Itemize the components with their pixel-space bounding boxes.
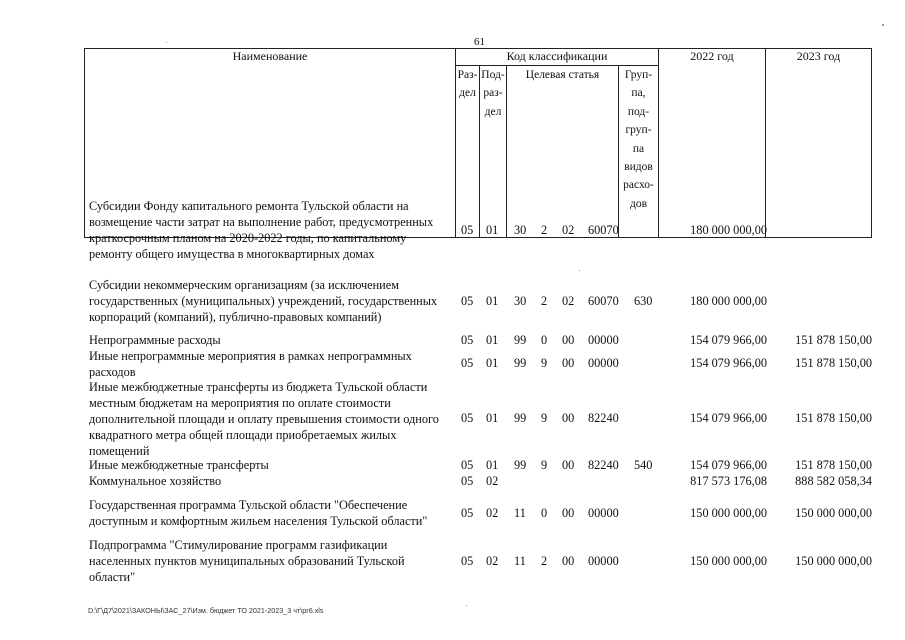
- header-group-line: под-: [627, 105, 650, 118]
- header-2022-cell: [659, 49, 766, 238]
- cell-target-3: 02: [562, 294, 575, 308]
- row-name-line: Государственная программа Тульской области "Обеспечение: [89, 498, 408, 512]
- table-row-name: [89, 537, 449, 585]
- row-name-line: области": [89, 570, 136, 584]
- table-row-name: [89, 277, 449, 325]
- cell-amount-2022: 817 573 176,08: [690, 474, 767, 488]
- row-name-line: квадратного метра общей площади приобретаемых жилых: [89, 428, 397, 442]
- header-group-line: па,: [631, 87, 646, 100]
- header-target-article-label: Целевая статья: [525, 69, 600, 81]
- row-name-line: ремонту общего имущества в многоквартирных домах: [89, 247, 375, 261]
- header-razdel-line: Раз-: [457, 69, 478, 81]
- cell-target-4: 82240: [588, 458, 619, 472]
- cell-target-3: 02: [562, 223, 575, 237]
- cell-target-4: 60070: [588, 294, 619, 308]
- header-2023-cell: [766, 49, 872, 238]
- row-name-line: краткосрочным планом на 2020-2022 годы, по капитальному: [89, 231, 407, 245]
- cell-amount-2022: 150 000 000,00: [690, 554, 767, 568]
- row-name-line: населенных пунктов муниципальных образований Тульской: [89, 554, 405, 568]
- scan-speck: [882, 24, 884, 26]
- cell-target-2: 2: [541, 294, 548, 308]
- header-group-line: видов: [624, 161, 653, 174]
- header-razdel: [456, 66, 480, 238]
- row-name-line: Подпрограмма "Стимулирование программ газификации: [89, 538, 388, 552]
- cell-target-2: 2: [541, 223, 548, 237]
- row-name-line: Субсидии Фонду капитального ремонта Тульской области на: [89, 199, 409, 213]
- cell-target-1: 99: [514, 356, 527, 370]
- cell-razdel: 05: [461, 474, 474, 488]
- header-podrazdel-line: Под-: [481, 69, 505, 81]
- row-name-line: Иные межбюджетные трансферты: [89, 458, 269, 472]
- cell-target-4: 00000: [588, 506, 619, 520]
- cell-podrazdel: 02: [486, 506, 499, 520]
- cell-razdel: 05: [461, 506, 474, 520]
- cell-razdel: 05: [461, 333, 474, 347]
- row-name-line: помещений: [89, 444, 150, 458]
- row-name-line: Субсидии некоммерческим организациям (за исключением: [89, 278, 399, 292]
- cell-target-3: 00: [562, 356, 575, 370]
- header-razdel-line: дел: [459, 87, 476, 100]
- cell-razdel: 05: [461, 554, 474, 568]
- cell-target-2: 9: [541, 356, 548, 370]
- row-name-line: Коммунальное хозяйство: [89, 474, 222, 488]
- cell-amount-2022: 154 079 966,00: [690, 411, 767, 425]
- cell-target-2: 9: [541, 411, 548, 425]
- header-group-line: груп-: [625, 124, 652, 137]
- cell-razdel: 05: [461, 356, 474, 370]
- cell-razdel: 05: [461, 458, 474, 472]
- cell-target-4: 00000: [588, 333, 619, 347]
- cell-target-3: 00: [562, 554, 575, 568]
- cell-amount-2023: 150 000 000,00: [795, 506, 872, 520]
- cell-target-4: 82240: [588, 411, 619, 425]
- table-row-name: [89, 473, 449, 489]
- cell-group: 630: [634, 294, 653, 308]
- cell-amount-2022: 154 079 966,00: [690, 356, 767, 370]
- row-name-line: дополнительной площади и оплату превышения стоимости одного: [89, 412, 439, 426]
- scan-speck: [466, 605, 467, 606]
- header-group-line: Груп-: [624, 69, 653, 81]
- cell-amount-2023: 151 878 150,00: [795, 356, 872, 370]
- cell-amount-2023: 151 878 150,00: [795, 333, 872, 347]
- cell-target-3: 00: [562, 411, 575, 425]
- cell-amount-2022: 154 079 966,00: [690, 333, 767, 347]
- cell-target-2: 0: [541, 506, 548, 520]
- table-row-name: [89, 379, 449, 459]
- cell-podrazdel: 01: [486, 294, 499, 308]
- cell-podrazdel: 01: [486, 223, 499, 237]
- cell-amount-2023: 151 878 150,00: [795, 458, 872, 472]
- cell-target-3: 00: [562, 458, 575, 472]
- cell-target-1: 99: [514, 411, 527, 425]
- cell-amount-2022: 180 000 000,00: [690, 294, 767, 308]
- header-podrazdel-line: раз-: [483, 87, 503, 100]
- cell-amount-2023: 888 582 058,34: [795, 474, 872, 488]
- header-group-line: дов: [629, 197, 648, 210]
- cell-podrazdel: 02: [486, 474, 499, 488]
- cell-razdel: 05: [461, 294, 474, 308]
- header-podrazdel-line: дел: [484, 105, 502, 118]
- table-row-name: [89, 348, 449, 380]
- cell-amount-2022: 150 000 000,00: [690, 506, 767, 520]
- table-row-name: [89, 497, 449, 529]
- cell-amount-2022: 154 079 966,00: [690, 458, 767, 472]
- header-year-2022: 2022 год: [690, 49, 734, 63]
- table-row-name: [89, 457, 449, 473]
- cell-group: 540: [634, 458, 653, 472]
- header-podrazdel: [480, 66, 507, 238]
- row-name-line: доступным и комфортным жильем населения Тульской области": [89, 514, 428, 528]
- cell-target-1: 30: [514, 223, 527, 237]
- cell-podrazdel: 02: [486, 554, 499, 568]
- cell-target-3: 00: [562, 506, 575, 520]
- row-name-line: государственных (муниципальных) учреждений, государственных: [89, 294, 438, 308]
- cell-target-1: 11: [514, 506, 526, 520]
- header-group: [619, 66, 659, 238]
- cell-target-1: 11: [514, 554, 526, 568]
- header-year-2023: 2023 год: [796, 49, 841, 63]
- row-name-line: расходов: [89, 365, 136, 379]
- cell-target-2: 0: [541, 333, 548, 347]
- header-target-article: [507, 66, 619, 238]
- cell-podrazdel: 01: [486, 411, 499, 425]
- scan-speck: [579, 270, 580, 271]
- row-name-line: местным бюджетам на мероприятия по оплате стоимости: [89, 396, 391, 410]
- cell-target-3: 00: [562, 333, 575, 347]
- scan-speck: [166, 42, 167, 43]
- row-name-line: Иные непрограммные мероприятия в рамках непрограммных: [89, 349, 412, 363]
- header-group-line: расхо-: [623, 179, 654, 192]
- row-name-line: возмещение части затрат на выполнение работ, предусмотренных: [89, 215, 434, 229]
- file-path-footer: D:\Г\Д7\2021\ЗАКОНЫ\ЗАС_27\Изм. бюджет ТО 2021-2023_3 чт\pr6.xls: [88, 606, 324, 615]
- cell-target-1: 99: [514, 333, 527, 347]
- cell-target-2: 2: [541, 554, 548, 568]
- header-group-line: па: [632, 142, 645, 155]
- row-name-line: корпораций (компаний), публично-правовых компаний): [89, 310, 382, 324]
- row-name-line: Непрограммные расходы: [89, 333, 221, 347]
- cell-target-4: 00000: [588, 554, 619, 568]
- cell-amount-2023: 150 000 000,00: [795, 554, 872, 568]
- cell-razdel: 05: [461, 411, 474, 425]
- cell-podrazdel: 01: [486, 356, 499, 370]
- cell-target-2: 9: [541, 458, 548, 472]
- cell-razdel: 05: [461, 223, 474, 237]
- cell-target-4: 60070: [588, 223, 619, 237]
- header-name: Наименование: [232, 49, 308, 63]
- cell-target-1: 30: [514, 294, 527, 308]
- cell-target-1: 99: [514, 458, 527, 472]
- header-classification: Код классификации: [506, 49, 608, 63]
- table-row-name: [89, 198, 449, 262]
- table-row-name: [89, 332, 449, 348]
- row-name-line: Иные межбюджетные трансферты из бюджета Тульской области: [89, 380, 428, 394]
- cell-amount-2022: 180 000 000,00: [690, 223, 767, 237]
- cell-amount-2023: 151 878 150,00: [795, 411, 872, 425]
- page-number: 61: [474, 36, 485, 48]
- cell-podrazdel: 01: [486, 458, 499, 472]
- cell-podrazdel: 01: [486, 333, 499, 347]
- header-classification-cell: [456, 49, 659, 66]
- cell-target-4: 00000: [588, 356, 619, 370]
